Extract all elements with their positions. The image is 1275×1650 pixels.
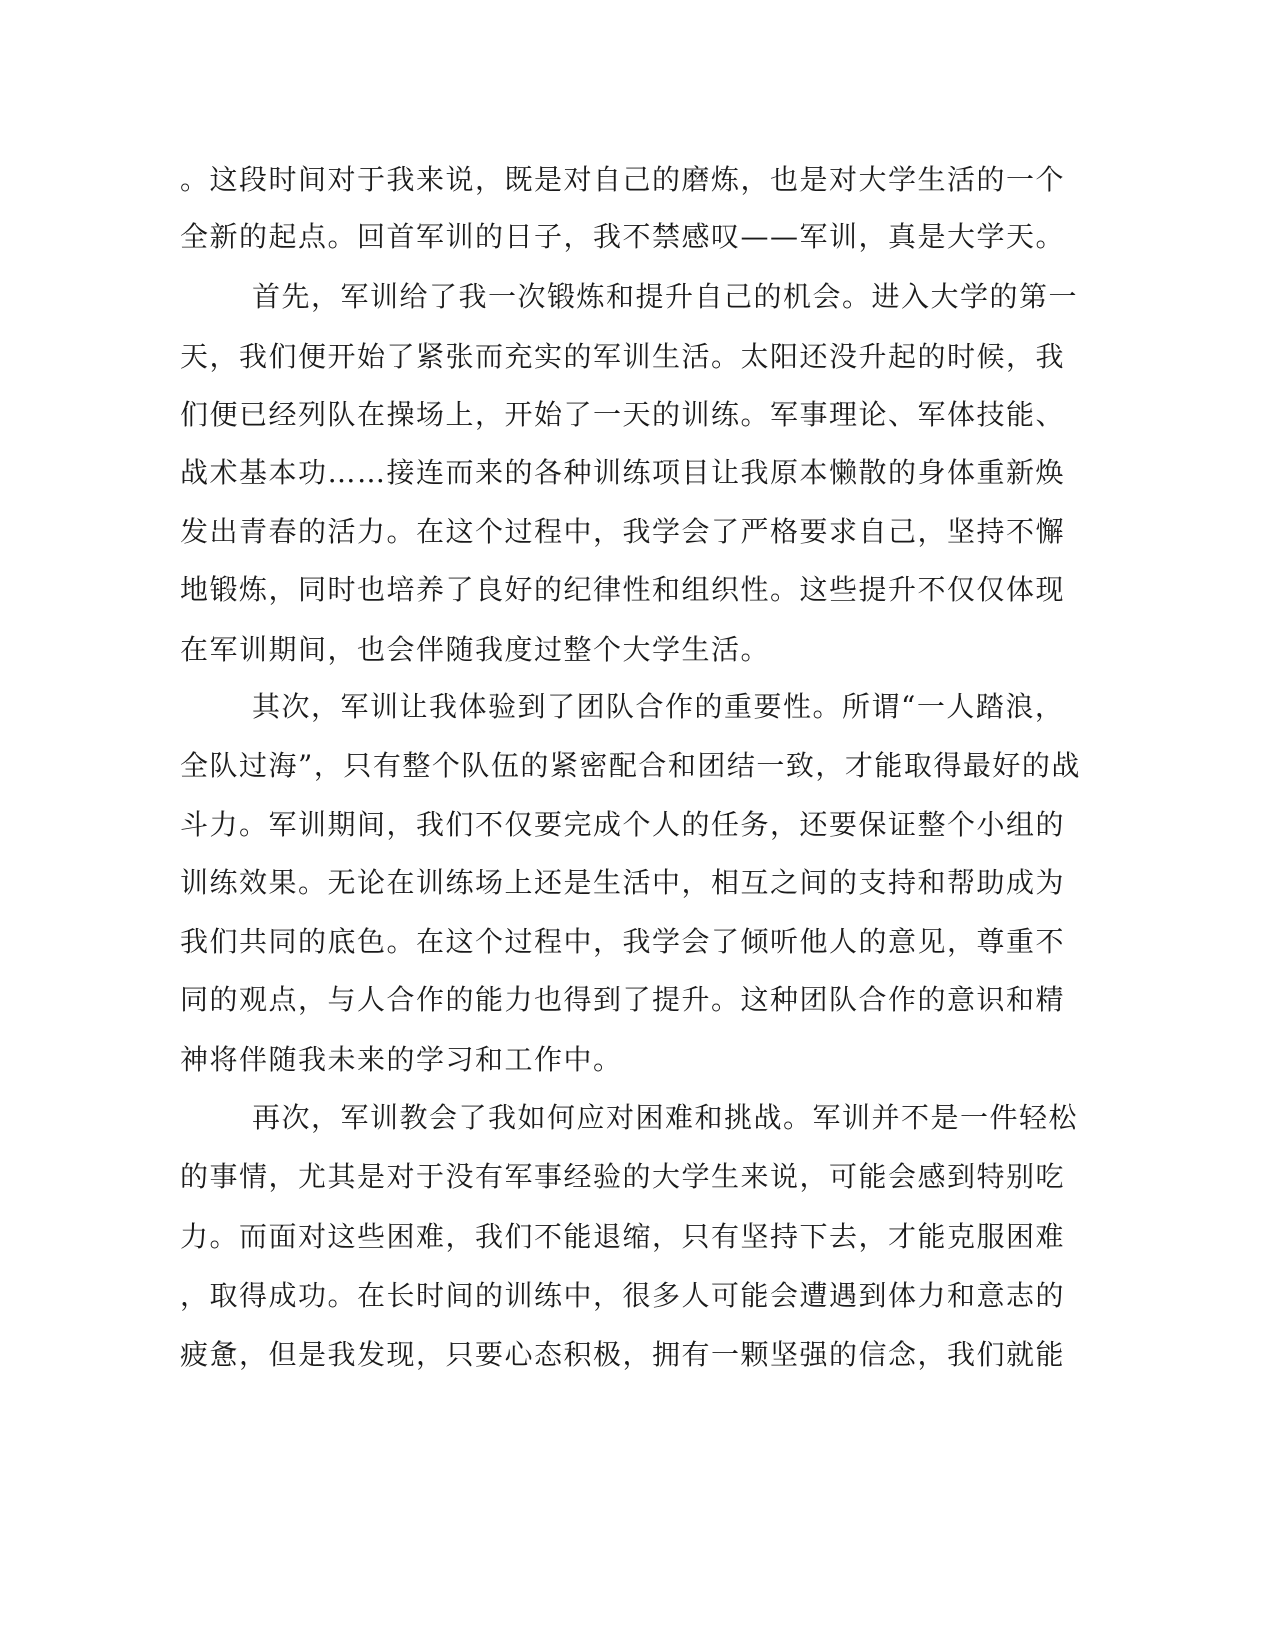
- text-line: 同的观点，与人合作的能力也得到了提升。这种团队合作的意识和精: [180, 983, 1066, 1016]
- text-line: 。这段时间对于我来说，既是对自己的磨炼，也是对大学生活的一个: [180, 163, 1066, 196]
- text-line: 疲惫，但是我发现，只要心态积极，拥有一颗坚强的信念，我们就能: [180, 1338, 1066, 1371]
- text-line: ，取得成功。在长时间的训练中，很多人可能会遭遇到体力和意志的: [180, 1279, 1066, 1312]
- text-line: 我们共同的底色。在这个过程中，我学会了倾听他人的意见，尊重不: [180, 925, 1066, 958]
- text-line: 地锻炼，同时也培养了良好的纪律性和组织性。这些提升不仅仅体现: [180, 573, 1066, 606]
- text-line: 发出青春的活力。在这个过程中，我学会了严格要求自己，坚持不懈: [180, 515, 1066, 548]
- text-line: 全队过海”，只有整个队伍的紧密配合和团结一致，才能取得最好的战: [180, 749, 1081, 782]
- paragraph-first-line: 其次，军训让我体验到了团队合作的重要性。所谓“一人踏浪，: [252, 690, 1065, 723]
- text-line: 训练效果。无论在训练场上还是生活中，相互之间的支持和帮助成为: [180, 866, 1066, 899]
- text-line: 天，我们便开始了紧张而充实的军训生活。太阳还没升起的时候，我: [180, 340, 1066, 373]
- text-line: 的事情，尤其是对于没有军事经验的大学生来说，可能会感到特别吃: [180, 1160, 1066, 1193]
- text-line: 战术基本功……接连而来的各种训练项目让我原本懒散的身体重新焕: [180, 456, 1066, 489]
- paragraph-first-line: 再次，军训教会了我如何应对困难和挑战。军训并不是一件轻松: [252, 1101, 1079, 1134]
- paragraph-first-line: 首先，军训给了我一次锻炼和提升自己的机会。进入大学的第一: [252, 280, 1079, 313]
- text-line: 们便已经列队在操场上，开始了一天的训练。军事理论、军体技能、: [180, 398, 1066, 431]
- text-line: 力。而面对这些困难，我们不能退缩，只有坚持下去，才能克服困难: [180, 1220, 1066, 1253]
- text-line: 在军训期间，也会伴随我度过整个大学生活。: [180, 633, 771, 666]
- text-line: 全新的起点。回首军训的日子，我不禁感叹——军训，真是大学天。: [180, 220, 1066, 253]
- text-line: 斗力。军训期间，我们不仅要完成个人的任务，还要保证整个小组的: [180, 808, 1066, 841]
- text-line: 神将伴随我未来的学习和工作中。: [180, 1043, 623, 1076]
